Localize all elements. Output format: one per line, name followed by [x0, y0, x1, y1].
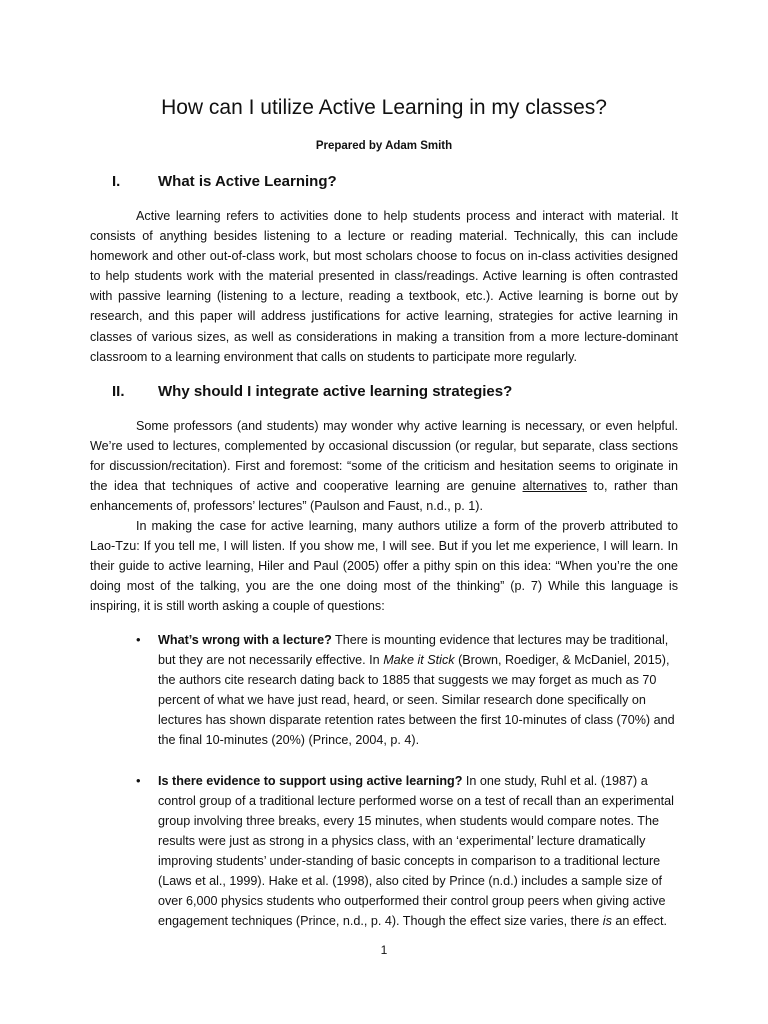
section-1-paragraph: Active learning refers to activities done to help students process and interact with material. It consists of anything besides listening to a lecture or reading material. Technically, this can include homework and other out-of-class work, but most scholars choose to focus on in-class activities designed to help students work with the material presented in class/readings. Active learning is often contrasted with passive learning (listening to a lecture, reading a textbook, etc.). Active learning is borne out by research, and this paper will address justifications for active learning, strategies for active learning in classes of various sizes, as well as considerations in making a transition from a more lecture-dominant classroom to a learning environment that calls on students to participate more regularly.	[90, 209, 678, 364]
bullet-2-lead: Is there evidence to support using active learning?	[158, 774, 463, 788]
bullet-1-lead: What’s wrong with a lecture?	[158, 633, 332, 647]
author-line: Prepared by Adam Smith	[315, 140, 453, 152]
section-1-title: What is Active Learning?	[158, 173, 337, 190]
section-1-heading	[112, 172, 337, 192]
section-1-number: I.	[112, 173, 121, 190]
bullet-dot-icon: •	[136, 773, 141, 788]
section-2-number: II.	[112, 383, 125, 400]
section-2-title: Why should I integrate active learning strategies?	[158, 383, 513, 400]
section-2-paragraph-1: Some professors (and students) may wonder why active learning is necessary, or even helpful. We’re used to lectures, complemented by occasional discussion (or regular, but separate, class sections for discussion/recitation). First and foremost: “some of the criticism and hesitation seems to originate in the idea that techniques of active and cooperative learning are genuine alternatives to, rather than enhancements of, professors’ lectures” (Paulson and Faust, n.d., p. 1).	[90, 419, 678, 514]
bullet-item-2: Is there evidence to support using active learning? In one study, Ruhl et al. (1987) a control group of a traditional lecture performed worse on a test of recall than an experimental group involving three breaks, every 15 minutes, when students would compare notes. The results were just as strong in a physics class, with an ‘experimental’ lecture dramatically improving students’ under-standing of basic concepts in comparison to a traditional lecture (Laws et al., 1999). Hake et al. (1998), also cited by Prince (n.d.) includes a sample size of over 6,000 physics students who outperformed their control group peers when giving active engagement techniques (Prince, n.d., p. 4). Though the effect size varies, there is an effect.	[158, 774, 674, 928]
section-2-paragraph-2: In making the case for active learning, many authors utilize a form of the proverb attributed to Lao-Tzu: If you tell me, I will listen. If you show me, I will see. But if you let me experience, I will learn. In their guide to active learning, Hiler and Paul (2005) offer a pithy spin on this idea: “When you’re the one doing most of the talking, you are the one doing most of the thinking” (p. 7) While this language is inspiring, it is still worth asking a couple of questions:	[90, 519, 678, 614]
section-2-heading	[112, 382, 512, 402]
bullet-dot-icon: •	[136, 632, 141, 647]
page-number: 1	[380, 943, 388, 957]
emphasis-word: is	[602, 914, 612, 928]
bullet-item-1: What’s wrong with a lecture? There is mounting evidence that lectures may be traditional, but they are not necessarily effective. In Make it Stick (Brown, Roediger, & McDaniel, 2015), the authors cite research dating back to 1885 that suggests we may forget as much as 70 percent of what we have just read, heard, or seen. Similar research done specifically on lectures has shown disparate retention rates between the first 10-minutes of class (70%) and the final 10-minutes (20%) (Prince, 2004, p. 4).	[158, 633, 675, 747]
document-title: How can I utilize Active Learning in my classes?	[161, 96, 607, 119]
underlined-word: alternatives	[522, 479, 587, 494]
book-title: Make it Stick	[383, 653, 455, 667]
